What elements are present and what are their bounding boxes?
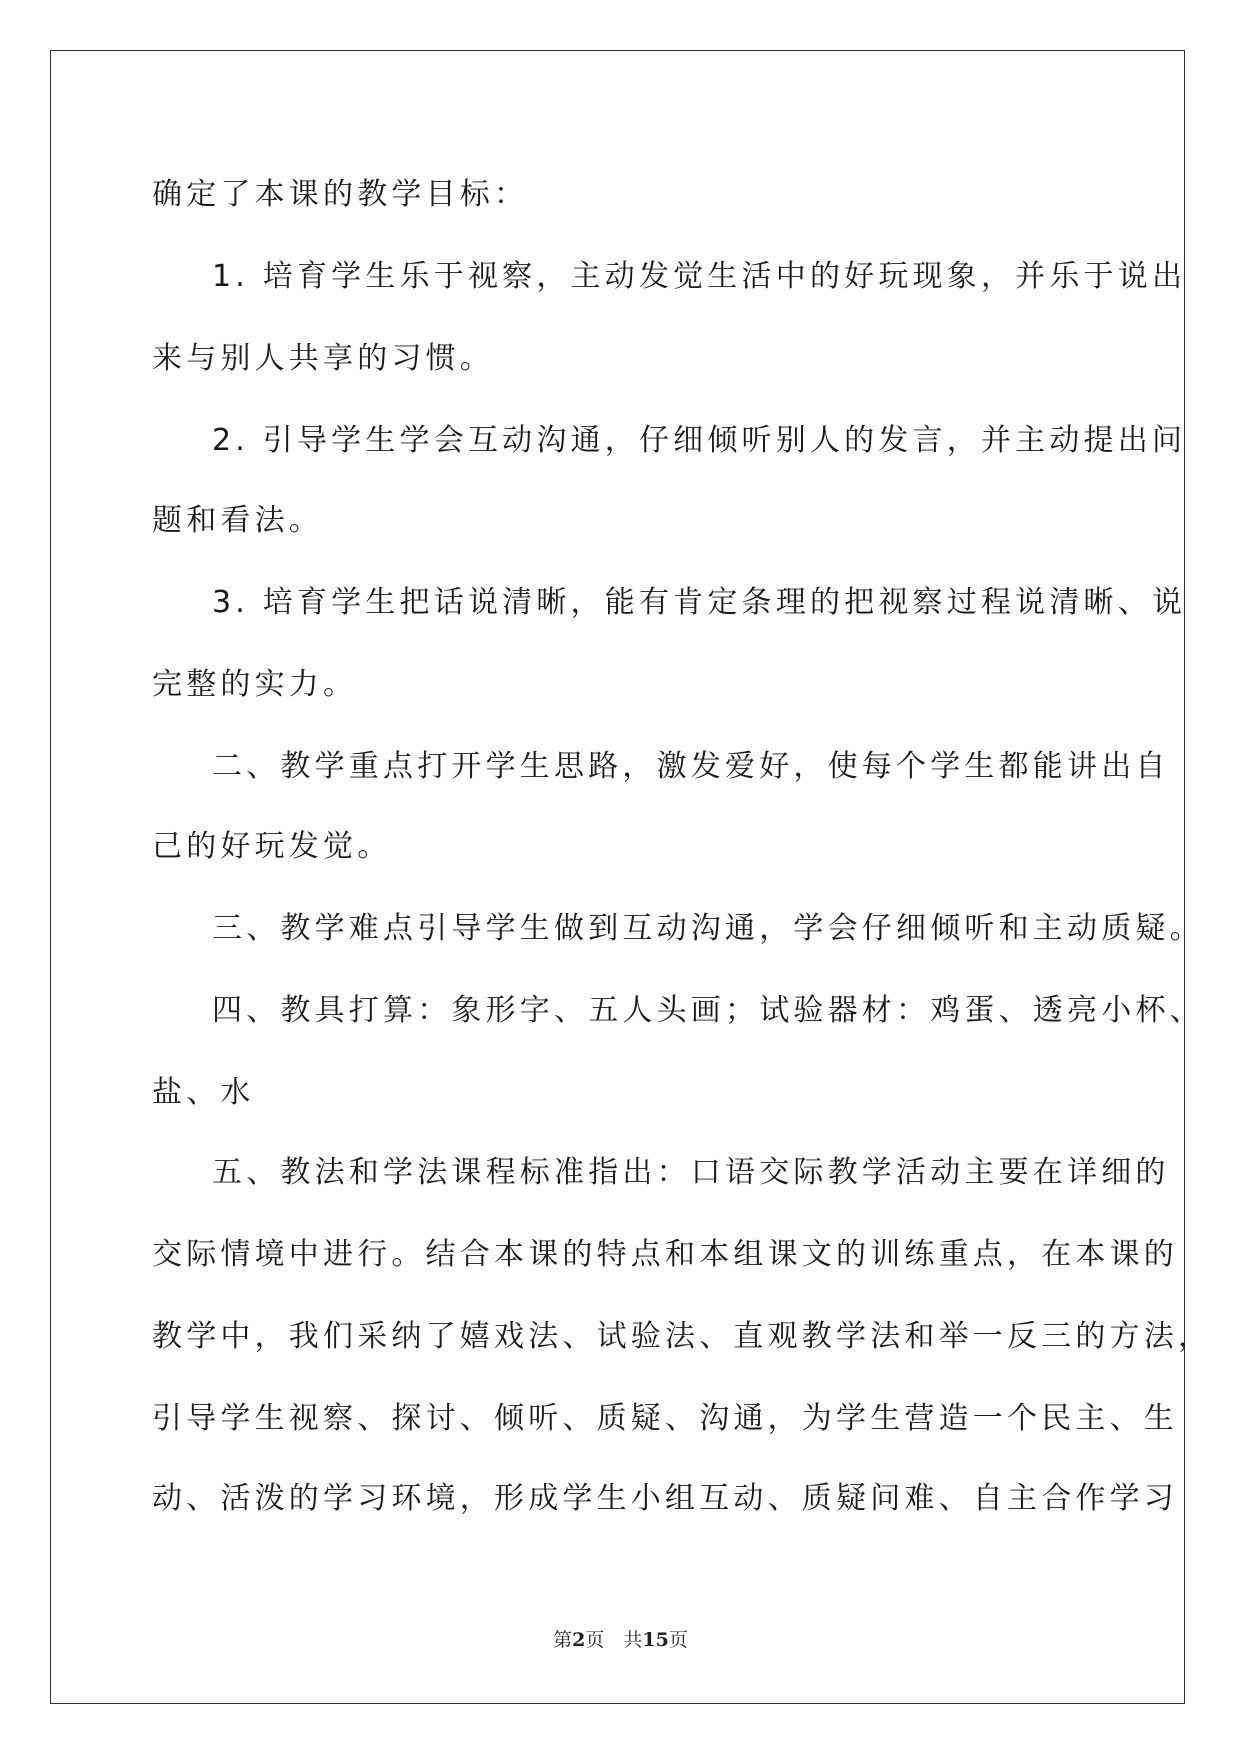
text-line: 来与别人共享的习惯。 [152,341,494,376]
text-line: 2. 引导学生学会互动沟通，仔细倾听别人的发言，并主动提出问 [212,423,1187,458]
text-line: 教学中，我们采纳了嬉戏法、试验法、直观教学法和举一反三的方法， [152,1319,1213,1354]
text-line: 确定了本课的教学目标： [152,177,529,212]
text-line: 四、教具打算：象形字、五人头画；试验器材：鸡蛋、透亮小杯、 [212,993,1204,1028]
current-page-number: 2 [572,1629,586,1651]
text-line: 引导学生视察、探讨、倾听、质疑、沟通，为学生营造一个民主、生 [152,1401,1178,1436]
text-line: 完整的实力。 [152,667,358,702]
text-line: 己的好玩发觉。 [152,829,392,864]
text-line: 盐、水 [152,1075,255,1110]
total-pages-number: 15 [642,1629,669,1651]
page-footer [0,1625,1241,1652]
text-line: 交际情境中进行。结合本课的特点和本组课文的训练重点，在本课的 [152,1237,1178,1272]
text-line: 五、教法和学法课程标准指出：口语交际教学活动主要在详细的 [212,1155,1170,1190]
footer-prefix: 第 [553,1629,573,1651]
text-line: 1. 培育学生乐于视察，主动发觉生活中的好玩现象，并乐于说出 [212,259,1187,294]
page-frame [50,50,1185,1704]
footer-suffix: 页 [668,1629,688,1651]
text-line: 三、教学难点引导学生做到互动沟通，学会仔细倾听和主动质疑。 [212,911,1204,946]
text-line: 题和看法。 [152,503,323,538]
text-line: 3. 培育学生把话说清晰，能有肯定条理的把视察过程说清晰、说 [212,585,1187,620]
text-line: 二、教学重点打开学生思路，激发爱好，使每个学生都能讲出自 [212,749,1170,784]
footer-mid: 页 共 [585,1629,643,1651]
text-line: 动、活泼的学习环境，形成学生小组互动、质疑问难、自主合作学习 [152,1481,1178,1516]
